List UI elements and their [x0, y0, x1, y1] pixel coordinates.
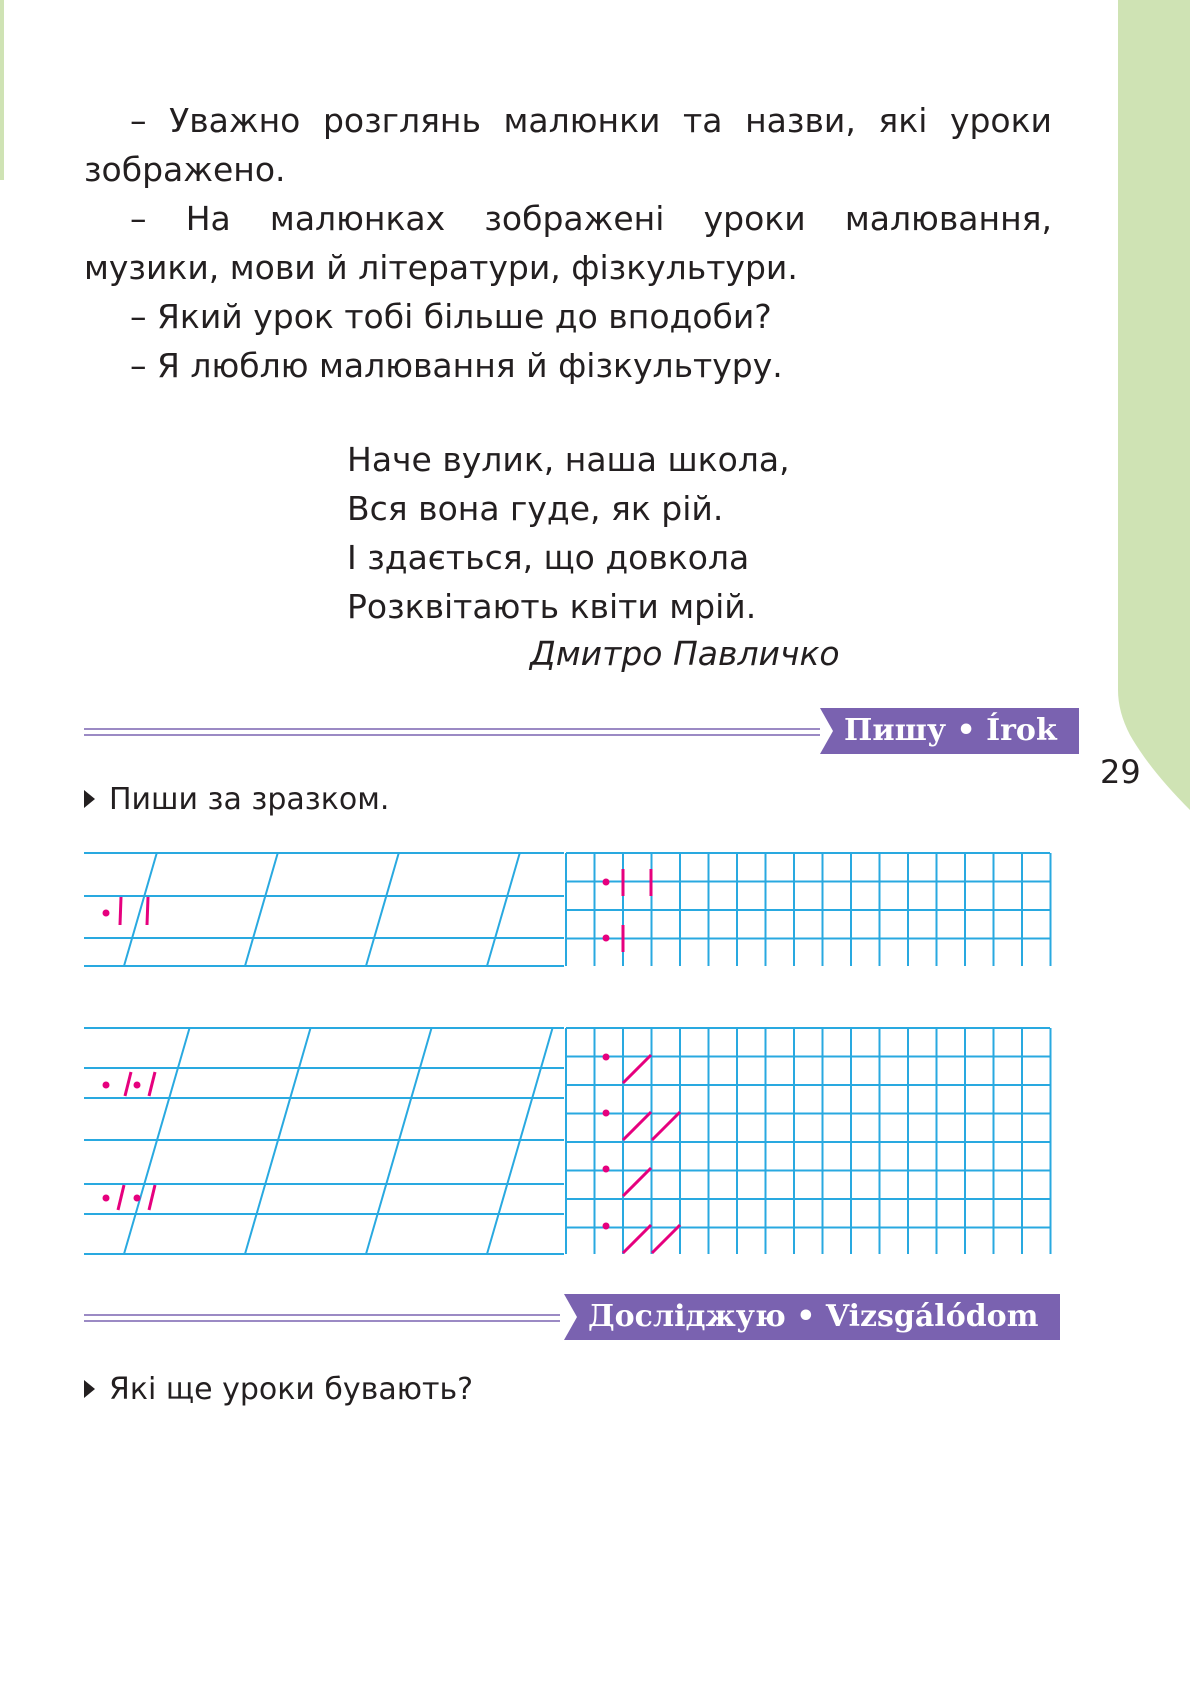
task-explore-text: Які ще уроки бувають? [109, 1372, 474, 1407]
poem-line: І здається, що довкола [347, 538, 750, 577]
section-label-explore-text: Досліджую • Vizsgálódom [588, 1299, 1039, 1334]
sample-dot [603, 1166, 610, 1173]
cell-grid-2 [566, 1028, 1051, 1254]
dialog-line: – На малюнках зображені уроки малювання, музики, мови й літератури, фізкультури. [84, 199, 1052, 287]
sample-stroke [652, 1225, 680, 1253]
sample-dot [103, 910, 110, 917]
section-label-write-text: Пишу • Írok [844, 713, 1057, 748]
sample-dot [603, 935, 610, 942]
poem-line: Вся вона гуде, як рій. [347, 489, 724, 528]
sample-stroke [118, 1185, 124, 1210]
sample-dot [603, 1054, 610, 1061]
task-write-text: Пиши за зразком. [109, 782, 390, 817]
poem-line: Розквітають квіти мрій. [347, 587, 757, 626]
sample-strokes [103, 869, 681, 1253]
ruled-writing-lines-2 [84, 1028, 564, 1254]
sample-dot [103, 1082, 110, 1089]
sample-stroke [623, 1225, 651, 1253]
sample-stroke [149, 1072, 155, 1096]
sample-dot [603, 1223, 610, 1230]
slant-line [124, 853, 157, 966]
sample-stroke [147, 897, 148, 925]
sample-dot [603, 1110, 610, 1117]
label-arrow-icon [564, 1294, 577, 1340]
sample-stroke [623, 1055, 651, 1083]
sample-stroke [120, 897, 121, 925]
sample-stroke [623, 1112, 651, 1140]
section-label-explore [564, 1294, 1060, 1340]
sample-stroke [125, 1072, 131, 1096]
sample-stroke [149, 1185, 155, 1210]
slant-line [487, 853, 520, 966]
ruled-writing-lines-1 [84, 853, 564, 966]
section-divider-explore [84, 1314, 560, 1322]
dialog-line: – Я люблю малювання й фізкультуру. [130, 346, 783, 385]
slant-line [366, 853, 399, 966]
slant-line [245, 853, 278, 966]
sample-dot [134, 1082, 141, 1089]
sample-dot [603, 879, 610, 886]
task-explore [84, 1370, 473, 1410]
sample-stroke [652, 1112, 680, 1140]
bullet-triangle-icon [84, 1380, 95, 1398]
sample-dot [103, 1195, 110, 1202]
poem-author: Дмитро Павличко [530, 634, 840, 673]
cell-grid-1 [566, 853, 1051, 966]
page-number: 29 [1100, 753, 1141, 791]
sample-dot [134, 1195, 141, 1202]
poem-line: Наче вулик, наша школа, [347, 440, 790, 479]
dialog-line: – Який урок тобі більше до вподоби? [130, 297, 772, 336]
dialog-line: – Уважно розглянь малюнки та назви, які уроки зображено. [84, 101, 1052, 189]
sample-stroke [623, 1168, 651, 1196]
